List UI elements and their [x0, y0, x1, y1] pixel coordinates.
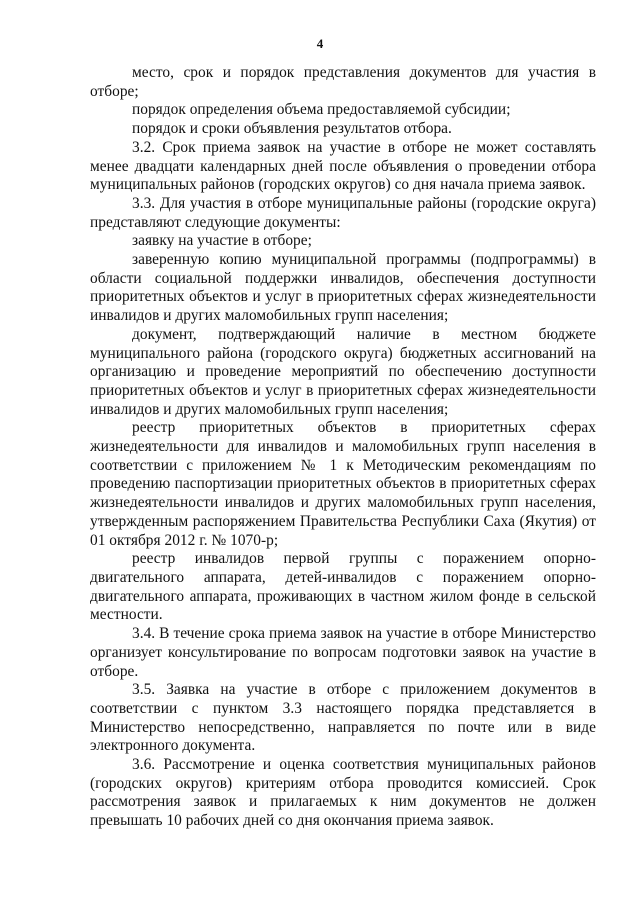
paragraph-3-2: 3.2. Срок приема заявок на участие в отборе не может составлять менее двадцати календарных дней после объявления о проведении отбора муниципальных районов (городских округов) со дня начала приема заявок.: [90, 138, 596, 194]
paragraph-program-copy: заверенную копию муниципальной программы (подпрограммы) в области социальной поддержки инвалидов, обеспечения доступности приоритетных объектов и услуг в приоритетных сферах жизнедеятельности инвалидов и других маломобильных групп населения;: [90, 251, 596, 325]
paragraph-3-6: 3.6. Рассмотрение и оценка соответствия муниципальных районов (городских округов) критериям отбора проводится комиссией. Срок рассмотрения заявок и прилагаемых к ним документов не должен превышать 10 рабочих дней со дня окончания приема заявок.: [90, 756, 596, 830]
paragraph-application: заявку на участие в отборе;: [132, 232, 312, 250]
paragraph-3-4: 3.4. В течение срока приема заявок на участие в отборе Министерство организует консультирование по вопросам подготовки заявок на участие в отборе.: [90, 625, 596, 680]
paragraph-subsidy-volume: порядок определения объема предоставляемой субсидии;: [132, 101, 511, 119]
paragraph-venue-deadline: место, срок и порядок представления документов для участия в отборе;: [90, 64, 596, 100]
document-body: [90, 64, 596, 831]
page-number: 4: [316, 36, 324, 51]
paragraph-disabled-registry: реестр инвалидов первой группы с поражением опорно-двигательного аппарата, детей-инвалидов с поражением опорно-двигательного аппарата, проживающих в частном жилом фонде в сельской местности.: [90, 550, 596, 624]
paragraph-results-announcement: порядок и сроки объявления результатов отбора.: [132, 120, 452, 138]
paragraph-budget-document: документ, подтверждающий наличие в местном бюджете муниципального района (городского округа) бюджетных ассигнований на организацию и проведение мероприятий по обеспечению доступности приоритетных объектов и услуг в приоритетных сферах жизнедеятельности инвалидов и других маломобильных групп населения;: [90, 325, 596, 418]
paragraph-objects-registry: реестр приоритетных объектов в приоритетных сферах жизнедеятельности для инвалидов и маломобильных групп населения в соответствии с приложением № 1 к Методическим рекомендациям по проведению паспортизации приоритетных объектов в приоритетных сферах жизнедеятельности инвалидов и других маломобильных групп населения, утвержденным распоряжением Правительства Республики Саха (Якутия) от 01 октября 2012 г. № 1070-р;: [90, 419, 596, 549]
paragraph-3-3: 3.3. Для участия в отборе муниципальные районы (городские округа) представляют следующие документы:: [90, 194, 596, 231]
paragraph-3-5: 3.5. Заявка на участие в отборе с приложением документов в соответствии с пунктом 3.3 настоящего порядка представляется в Министерство непосредственно, направляется по почте или в виде электронного документа.: [90, 681, 596, 755]
